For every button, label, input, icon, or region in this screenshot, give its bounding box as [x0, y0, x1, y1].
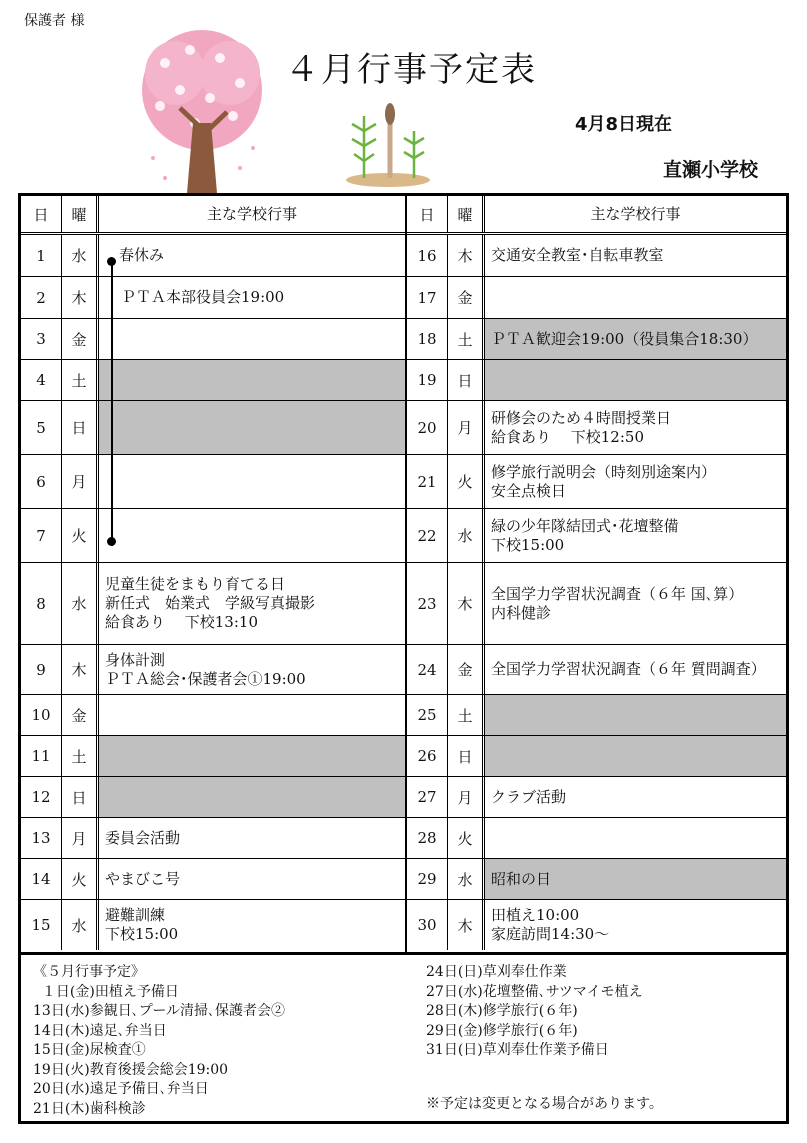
school-name: 直瀬小学校 [663, 159, 759, 181]
event-cell [485, 509, 786, 562]
event-cell [485, 401, 786, 454]
day-number: 24 [407, 645, 448, 694]
table-row [21, 777, 405, 818]
weekday: 金 [62, 319, 99, 359]
event-cell [485, 235, 786, 276]
weekday: 水 [62, 563, 99, 644]
day-number: 8 [21, 563, 62, 644]
event-text: 全国学力学習状況調査（６年 国､算） 内科健診 [491, 584, 744, 622]
table-row [21, 818, 405, 859]
day-number: 13 [21, 818, 62, 858]
day-number: 3 [21, 319, 62, 359]
event-cell [485, 455, 786, 508]
table-row [21, 455, 405, 509]
event-cell [99, 563, 405, 644]
day-number: 12 [21, 777, 62, 817]
weekday: 木 [448, 563, 485, 644]
event-cell [99, 401, 405, 454]
table-row [21, 900, 405, 950]
weekday: 火 [448, 818, 485, 858]
event-text: 全国学力学習状況調査（６年 質問調査） [491, 660, 766, 678]
weekday: 木 [62, 645, 99, 694]
table-row [21, 509, 405, 563]
event-cell [99, 777, 405, 817]
day-number: 28 [407, 818, 448, 858]
event-cell [485, 736, 786, 776]
event-cell [485, 777, 786, 817]
event-cell [99, 319, 405, 359]
table-row [407, 277, 786, 319]
event-cell [99, 277, 405, 318]
event-cell [485, 695, 786, 735]
event-cell [485, 645, 786, 694]
weekday: 土 [448, 319, 485, 359]
table-row [407, 818, 786, 859]
event-text: 修学旅行説明会（時刻別途案内） 安全点検日 [491, 462, 717, 500]
event-text: ＰＴＡ本部役員会19:00 [121, 288, 285, 306]
table-row [407, 319, 786, 360]
event-cell [99, 859, 405, 899]
day-number: 6 [21, 455, 62, 508]
event-cell [485, 900, 786, 950]
event-text: 交通安全教室･自転車教室 [491, 246, 664, 264]
table-row [21, 401, 405, 455]
day-number: 16 [407, 235, 448, 276]
day-number: 15 [21, 900, 62, 950]
weekday: 金 [448, 645, 485, 694]
day-number: 25 [407, 695, 448, 735]
table-row [407, 360, 786, 401]
day-number: 29 [407, 859, 448, 899]
table-row [21, 736, 405, 777]
day-number: 14 [21, 859, 62, 899]
table-row [407, 235, 786, 277]
day-number: 21 [407, 455, 448, 508]
horsetail-sprouts-illustration [342, 96, 434, 188]
table-row [407, 736, 786, 777]
event-cell [485, 818, 786, 858]
april-schedule-table [18, 193, 789, 955]
weekday: 日 [62, 401, 99, 454]
weekday: 日 [448, 360, 485, 400]
may-schedule-right: 24日(日)草刈奉仕作業 27日(水)花壇整備､サツマイモ植え 28日(木)修学旅行(６年) 29日(金)修学旅行(６年) 31日(日)草刈奉仕作業予備日 [426, 964, 643, 1058]
col-day-header: 日 [21, 196, 62, 232]
weekday: 火 [62, 509, 99, 562]
event-text: 研修会のため４時間授業日 給食あり 下校12:50 [491, 408, 672, 446]
page-title: ４月行事予定表 [285, 50, 537, 90]
table-row [21, 563, 405, 645]
col-weekday-header: 曜 [62, 196, 99, 232]
day-number: 1 [21, 235, 62, 276]
event-text: 児童生徒をまもり育てる日 新任式 始業式 学級写真撮影 給食あり 下校13:10 [105, 575, 316, 631]
day-number: 27 [407, 777, 448, 817]
weekday: 水 [62, 235, 99, 276]
event-cell [99, 235, 405, 276]
event-text: 昭和の日 [491, 869, 552, 888]
weekday: 火 [448, 455, 485, 508]
event-cell [485, 859, 786, 899]
event-cell [99, 509, 405, 562]
weekday: 水 [62, 900, 99, 950]
bracket-end-dot [107, 537, 116, 546]
bracket-line [111, 261, 113, 546]
weekday: 木 [62, 277, 99, 318]
schedule-left-half [21, 196, 407, 952]
weekday: 日 [62, 777, 99, 817]
day-number: 5 [21, 401, 62, 454]
event-cell [99, 736, 405, 776]
col-weekday-header: 曜 [448, 196, 485, 232]
weekday: 水 [448, 509, 485, 562]
day-number: 17 [407, 277, 448, 318]
day-number: 11 [21, 736, 62, 776]
day-number: 18 [407, 319, 448, 359]
table-row [21, 645, 405, 695]
event-cell [485, 563, 786, 644]
may-schedule-left: 《５月行事予定》 １日(金)田植え予備日 13日(水)参観日､プール清掃､保護者会② 14日(木)遠足､弁当日 15日(金)尿検査① 19日(火)教育後援会総会19:00 20日(水)遠足予備日､弁当日 21日(木)歯科検診 [33, 964, 286, 1117]
table-row [21, 277, 405, 319]
day-number: 23 [407, 563, 448, 644]
weekday: 木 [448, 235, 485, 276]
event-cell [99, 455, 405, 508]
col-day-header: 日 [407, 196, 448, 232]
day-number: 4 [21, 360, 62, 400]
event-text: 緑の少年隊結団式･花壇整備 下校15:00 [491, 516, 679, 554]
event-cell [99, 360, 405, 400]
day-number: 19 [407, 360, 448, 400]
weekday: 月 [448, 777, 485, 817]
weekday: 金 [448, 277, 485, 318]
table-row [21, 695, 405, 736]
event-text: 田植え10:00 家庭訪問14:30～ [491, 906, 610, 943]
weekday: 土 [62, 736, 99, 776]
weekday: 月 [62, 818, 99, 858]
weekday: 金 [62, 695, 99, 735]
table-header-left [21, 196, 405, 235]
event-cell [99, 645, 405, 694]
event-text: クラブ活動 [491, 787, 567, 806]
table-row [407, 509, 786, 563]
table-row [407, 900, 786, 950]
table-row [21, 360, 405, 401]
weekday: 月 [448, 401, 485, 454]
event-cell [485, 277, 786, 318]
event-text: ＰＴＡ歓迎会19:00（役員集合18:30） [491, 329, 758, 348]
event-text: 委員会活動 [105, 828, 181, 847]
col-event-header: 主な学校行事 [590, 204, 681, 223]
may-schedule-notes [18, 955, 789, 1124]
table-header-right [407, 196, 786, 235]
col-event-header: 主な学校行事 [206, 204, 297, 223]
event-cell [99, 695, 405, 735]
event-cell [485, 319, 786, 359]
cherry-tree-illustration [135, 28, 270, 198]
weekday: 日 [448, 736, 485, 776]
table-row [407, 859, 786, 900]
event-cell [485, 360, 786, 400]
schedule-right-half [407, 196, 786, 952]
table-row [407, 645, 786, 695]
weekday: 木 [448, 900, 485, 950]
weekday: 火 [62, 859, 99, 899]
event-text: 避難訓練 下校15:00 [105, 906, 179, 943]
event-text: 春休み [119, 246, 165, 264]
table-row [407, 777, 786, 818]
day-number: 2 [21, 277, 62, 318]
as-of-date: 4月8日現在 [575, 114, 673, 135]
weekday: 土 [448, 695, 485, 735]
event-cell [99, 818, 405, 858]
weekday: 水 [448, 859, 485, 899]
table-row [407, 695, 786, 736]
day-number: 9 [21, 645, 62, 694]
table-row [21, 859, 405, 900]
day-number: 7 [21, 509, 62, 562]
table-row [407, 401, 786, 455]
event-cell [99, 900, 405, 950]
event-text: 身体計測 ＰＴＡ総会･保護者会①19:00 [105, 650, 306, 688]
event-text: やまびこ号 [105, 869, 181, 888]
addressee: 保護者 様 [24, 13, 85, 29]
day-number: 10 [21, 695, 62, 735]
spring-break-bracket [107, 257, 115, 547]
schedule-remark: ※予定は変更となる場合があります。 [426, 1096, 663, 1112]
day-number: 26 [407, 736, 448, 776]
day-number: 30 [407, 900, 448, 950]
day-number: 22 [407, 509, 448, 562]
table-row [21, 235, 405, 277]
table-row [407, 455, 786, 509]
weekday: 土 [62, 360, 99, 400]
table-row [21, 319, 405, 360]
day-number: 20 [407, 401, 448, 454]
weekday: 月 [62, 455, 99, 508]
table-row [407, 563, 786, 645]
